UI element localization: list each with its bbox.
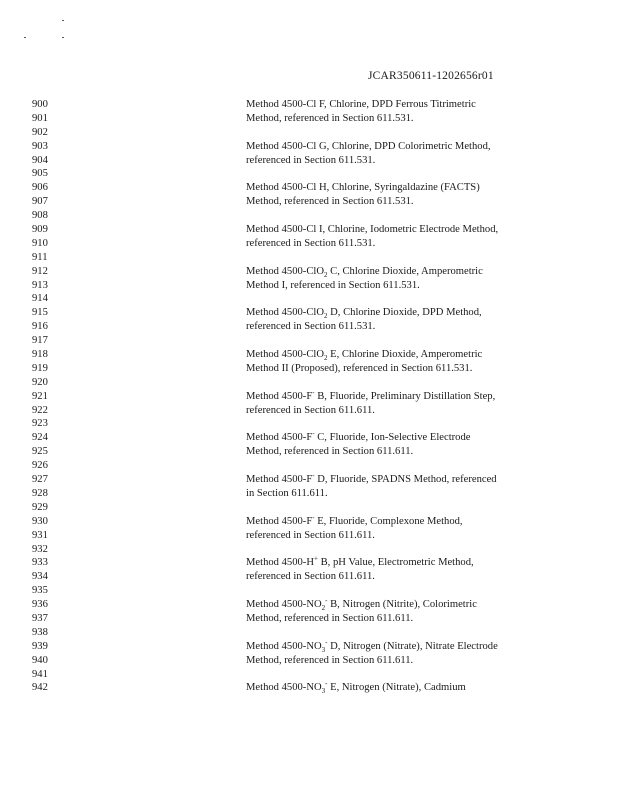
line-number: 902	[32, 126, 48, 138]
line-number: 937	[32, 612, 48, 624]
line-text-main: Method 4500-ClO	[246, 265, 324, 277]
text-line	[0, 334, 618, 348]
text-line	[0, 417, 618, 431]
text-line	[0, 390, 618, 404]
line-text	[246, 431, 470, 445]
line-text	[246, 404, 375, 418]
text-line	[0, 195, 618, 209]
line-text	[246, 112, 414, 126]
line-number: 908	[32, 210, 48, 222]
line-text-continuation: E, Nitrogen (Nitrate), Cadmium	[327, 682, 466, 694]
text-line	[0, 140, 618, 154]
line-number: 941	[32, 668, 48, 680]
text-line	[0, 209, 618, 223]
text-line	[0, 612, 618, 626]
line-text-main: referenced in Section 611.611.	[246, 404, 375, 416]
line-number: 916	[32, 321, 48, 333]
line-number: 929	[32, 501, 48, 513]
superscript: -	[325, 596, 328, 605]
subscript: 2	[323, 270, 328, 279]
text-line	[0, 556, 618, 570]
text-line	[0, 668, 618, 682]
text-line	[0, 306, 618, 320]
line-text	[246, 348, 482, 362]
text-line	[0, 543, 618, 557]
line-text-continuation: D, Nitrogen (Nitrate), Nitrate Electrode	[327, 640, 498, 652]
text-line	[0, 515, 618, 529]
line-text	[246, 640, 498, 654]
line-text-main: Method 4500-ClO	[246, 307, 324, 319]
line-number: 918	[32, 349, 48, 361]
line-number: 936	[32, 599, 48, 611]
line-number: 939	[32, 640, 48, 652]
text-line	[0, 445, 618, 459]
superscript: -	[325, 679, 328, 688]
superscript: -	[312, 471, 315, 480]
text-line	[0, 181, 618, 195]
line-text-continuation: B, Fluoride, Preliminary Distillation Step,	[314, 390, 496, 402]
line-text-main: Method 4500-F	[246, 390, 313, 402]
superscript: -	[312, 429, 315, 438]
line-text	[246, 570, 375, 584]
line-text-main: referenced in Section 611.611.	[246, 571, 375, 583]
line-text	[246, 556, 474, 570]
line-text-main: Method, referenced in Section 611.611.	[246, 654, 414, 666]
subscript: 2	[323, 312, 328, 321]
line-text-main: Method 4500-NO	[246, 640, 322, 652]
line-text-continuation: C, Fluoride, Ion-Selective Electrode	[314, 432, 471, 444]
line-text	[246, 223, 498, 237]
text-line	[0, 362, 618, 376]
line-text	[246, 487, 328, 501]
text-line	[0, 501, 618, 515]
line-text-main: referenced in Section 611.611.	[246, 529, 375, 541]
scan-speck	[24, 37, 26, 38]
text-line	[0, 459, 618, 473]
line-text-main: Method 4500-NO	[246, 599, 322, 611]
text-line	[0, 98, 618, 112]
line-text-continuation: E, Fluoride, Complexone Method,	[314, 515, 463, 527]
line-number: 931	[32, 529, 48, 541]
line-text-continuation: B, pH Value, Electrometric Method,	[317, 557, 474, 569]
line-text	[246, 681, 466, 695]
superscript: -	[312, 388, 315, 397]
line-number: 938	[32, 626, 48, 638]
text-line	[0, 279, 618, 293]
line-number: 913	[32, 279, 48, 291]
text-line	[0, 154, 618, 168]
line-text-main: Method 4500-Cl F, Chlorine, DPD Ferrous Titrimetric	[246, 99, 476, 110]
text-line	[0, 292, 618, 306]
line-text	[246, 279, 420, 293]
text-line	[0, 473, 618, 487]
line-text	[246, 320, 375, 334]
line-text	[246, 237, 375, 251]
line-number: 907	[32, 196, 48, 208]
line-number: 924	[32, 432, 48, 444]
line-number: 917	[32, 335, 48, 347]
line-text-continuation: D, Chlorine Dioxide, DPD Method,	[327, 307, 482, 319]
text-line	[0, 320, 618, 334]
line-text	[246, 98, 476, 112]
line-number: 927	[32, 474, 48, 486]
text-line	[0, 584, 618, 598]
line-text	[246, 445, 413, 459]
line-number: 942	[32, 682, 48, 694]
line-number: 905	[32, 168, 48, 180]
text-line	[0, 265, 618, 279]
text-line	[0, 112, 618, 126]
line-number: 920	[32, 376, 48, 388]
line-number: 912	[32, 265, 48, 277]
line-text-main: Method II (Proposed), referenced in Section 611.531.	[246, 362, 473, 374]
line-text-continuation: B, Nitrogen (Nitrite), Colorimetric	[327, 599, 477, 611]
line-number: 923	[32, 418, 48, 430]
text-line	[0, 237, 618, 251]
line-text	[246, 390, 495, 404]
line-text-continuation: D, Fluoride, SPADNS Method, referenced	[314, 474, 497, 486]
line-text-main: Method 4500-Cl H, Chlorine, Syringaldazine (FACTS)	[246, 182, 480, 194]
line-text-main: Method 4500-Cl I, Chlorine, Iodometric Electrode Method,	[246, 224, 499, 236]
line-number: 903	[32, 140, 48, 152]
line-text-main: Method 4500-NO	[246, 682, 322, 694]
subscript: 3	[321, 645, 326, 654]
line-text-main: Method 4500-ClO	[246, 349, 324, 361]
line-number: 935	[32, 585, 48, 597]
line-text-continuation: C, Chlorine Dioxide, Amperometric	[327, 265, 483, 277]
text-line	[0, 348, 618, 362]
line-number: 933	[32, 557, 48, 569]
line-number: 911	[32, 251, 48, 263]
line-text-main: Method 4500-Cl G, Chlorine, DPD Colorimetric Method,	[246, 140, 491, 152]
text-line	[0, 626, 618, 640]
line-number: 940	[32, 654, 48, 666]
line-text-main: in Section 611.611.	[246, 487, 328, 499]
line-number: 906	[32, 182, 48, 194]
line-number: 900	[32, 99, 48, 110]
line-text	[246, 529, 375, 543]
line-text	[246, 654, 413, 668]
text-line	[0, 431, 618, 445]
line-text-main: Method 4500-F	[246, 432, 313, 444]
line-text	[246, 598, 477, 612]
line-text-main: Method 4500-H	[246, 557, 314, 569]
line-text-continuation: E, Chlorine Dioxide, Amperometric	[327, 349, 483, 361]
line-text-main: referenced in Section 611.531.	[246, 321, 376, 333]
line-text-main: Method, referenced in Section 611.611.	[246, 612, 414, 624]
line-text-main: Method, referenced in Section 611.531.	[246, 196, 414, 208]
scan-speck	[62, 20, 64, 21]
line-number: 914	[32, 293, 48, 305]
line-text	[246, 195, 414, 209]
text-line	[0, 251, 618, 265]
line-number: 932	[32, 543, 48, 555]
line-text-main: referenced in Section 611.531.	[246, 237, 376, 249]
line-text-main: Method, referenced in Section 611.611.	[246, 446, 414, 458]
line-text	[246, 181, 480, 195]
text-line	[0, 223, 618, 237]
numbered-lines	[0, 98, 618, 695]
line-number: 928	[32, 487, 48, 499]
text-line	[0, 404, 618, 418]
text-line	[0, 487, 618, 501]
subscript: 2	[323, 354, 328, 363]
document-id: JCAR350611-1202656r01	[368, 70, 494, 82]
line-number: 915	[32, 307, 48, 319]
text-line	[0, 681, 618, 695]
text-line	[0, 654, 618, 668]
text-line	[0, 640, 618, 654]
line-text	[246, 140, 491, 154]
line-text-main: Method I, referenced in Section 611.531.	[246, 279, 420, 291]
line-text-main: referenced in Section 611.531.	[246, 154, 376, 166]
line-text	[246, 612, 413, 626]
text-line	[0, 126, 618, 140]
superscript: -	[312, 513, 315, 522]
line-text	[246, 154, 375, 168]
line-text	[246, 362, 472, 376]
line-text	[246, 473, 497, 487]
subscript: 2	[321, 604, 326, 613]
line-text-main: Method 4500-F	[246, 474, 313, 486]
line-number: 909	[32, 224, 48, 236]
line-text	[246, 265, 483, 279]
line-number: 922	[32, 404, 48, 416]
superscript: +	[313, 554, 318, 563]
line-number: 926	[32, 460, 48, 472]
line-number: 934	[32, 571, 48, 583]
text-line	[0, 376, 618, 390]
line-number: 930	[32, 515, 48, 527]
subscript: 3	[321, 687, 326, 696]
line-text	[246, 515, 463, 529]
text-line	[0, 529, 618, 543]
line-number: 919	[32, 362, 48, 374]
line-text-main: Method 4500-F	[246, 515, 313, 527]
line-number: 904	[32, 154, 48, 166]
text-line	[0, 570, 618, 584]
line-text-main: Method, referenced in Section 611.531.	[246, 112, 414, 124]
text-line	[0, 598, 618, 612]
superscript: -	[325, 638, 328, 647]
line-number: 925	[32, 446, 48, 458]
line-number: 921	[32, 390, 48, 402]
scan-speck	[62, 37, 64, 38]
line-number: 910	[32, 237, 48, 249]
line-text	[246, 306, 482, 320]
line-number: 901	[32, 112, 48, 124]
text-line	[0, 167, 618, 181]
